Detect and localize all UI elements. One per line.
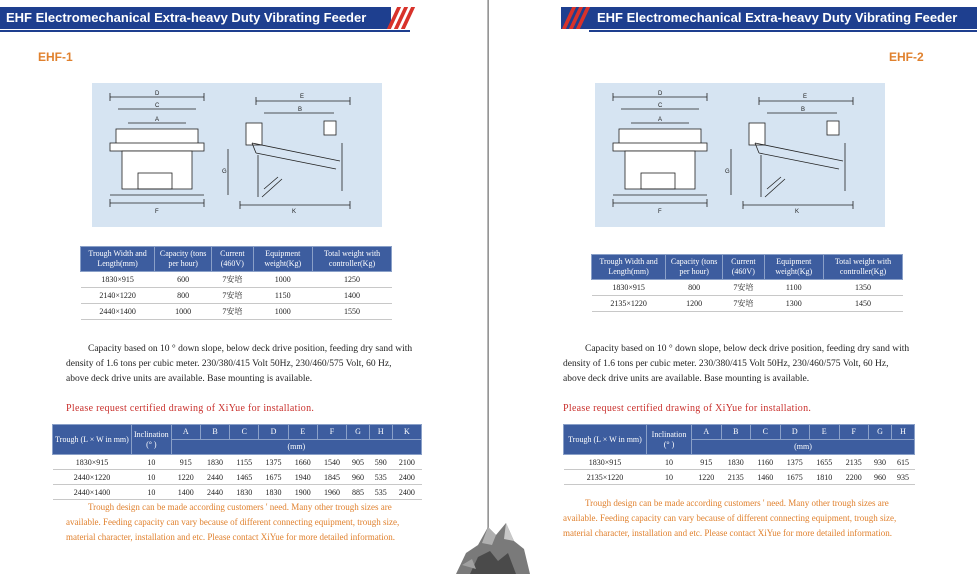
table-row: 2135×1220 10 1220 2135 1460 1675 1810 2200 960 935	[564, 470, 915, 485]
dim-label-d: D	[658, 91, 663, 97]
feeder-schematic	[92, 83, 382, 227]
header-stripes-icon	[388, 7, 414, 29]
dim-label-e: E	[300, 94, 305, 100]
spec-table-right	[591, 254, 903, 312]
table-row: 2440×1400 10 1400 2440 1830 1830 1900 1960 885 535 2400	[53, 485, 422, 500]
table-row: 2440×1400 1000 7安培 1000 1550	[81, 304, 392, 320]
dim-label-c: C	[658, 103, 663, 109]
spec-table-left	[80, 246, 392, 320]
request-line-left: Please request certified drawing of XiYue for installation.	[66, 403, 315, 414]
note-paragraph-left: Trough design can be made according customers ' need. Many other trough sizes are available. Feeding capacity can vary because of different connecting equipment, trough size, material character, installation and etc. Please contact XiYue for more detailed information.	[66, 502, 400, 542]
rock-pile-icon	[452, 505, 532, 574]
dim-label-a: A	[658, 117, 663, 123]
header-stripes-icon	[563, 7, 589, 29]
col-total-weight: Total weight with controller(Kg)	[824, 255, 903, 280]
feeder-schematic	[595, 83, 885, 227]
col-total-weight: Total weight with controller(Kg)	[313, 247, 392, 272]
dim-label-g: G	[222, 169, 227, 175]
dim-label-f: F	[658, 209, 662, 215]
dim-label-g: G	[725, 169, 730, 175]
table-row: 1830×915 600 7安培 1000 1250	[81, 272, 392, 288]
right-page	[489, 0, 977, 574]
table-row: 1830×915 10 915 1830 1155 1375 1660 1540 905 590 2100	[53, 455, 422, 470]
capacity-paragraph-left: Capacity based on 10 ° down slope, below deck drive position, feeding dry sand with density of 1.6 tons per cubic meter. 230/380/415 Volt 50Hz, 230/460/575 Volt, 60 Hz, above deck drive units are available. Base mounting is available.	[66, 344, 413, 384]
dim-label-k: K	[795, 209, 800, 215]
left-page	[0, 0, 488, 574]
dimension-table-right: Trough (L × W in mm) Inclination (° ) A B C D E F G H (mm) 1830×915 10 915 1830 1160 1375 1655 2135 930 615 2135×1220 10 1220 2135 1460 1675 1810 2200 960 935	[563, 424, 915, 485]
col-equip-weight: Equipment weight(Kg)	[253, 247, 313, 272]
dim-label-e: E	[803, 94, 808, 100]
header-underline	[589, 30, 977, 32]
table-row: 2135×1220 1200 7安培 1300 1450	[592, 296, 903, 312]
col-current: Current (460V)	[723, 255, 764, 280]
dim-label-b: B	[298, 107, 303, 113]
dim-label-b: B	[801, 107, 806, 113]
dim-label-f: F	[155, 209, 159, 215]
table-row: 2440×1220 10 1220 2440 1465 1675 1940 1845 960 535 2400	[53, 470, 422, 485]
capacity-paragraph-right: Capacity based on 10 ° down slope, below deck drive position, feeding dry sand with density of 1.6 tons per cubic meter. 230/380/415 Volt 50Hz, 230/460/575 Volt, 60 Hz, above deck drive units are available. Base mounting is available.	[563, 344, 910, 384]
table-row: 1830×915 800 7安培 1100 1350	[592, 280, 903, 296]
dim-label-c: C	[155, 103, 160, 109]
model-title-right: EHF-2	[889, 50, 924, 64]
table-row: 2140×1220 800 7安培 1150 1400	[81, 288, 392, 304]
technical-drawing-left	[92, 83, 382, 227]
page-header-left: EHF Electromechanical Extra-heavy Duty Vibrating Feeder	[0, 7, 391, 29]
col-equip-weight: Equipment weight(Kg)	[764, 255, 824, 280]
col-capacity: Capacity (tons per hour)	[666, 255, 723, 280]
col-trough: Trough Width and Length(mm)	[592, 255, 666, 280]
page-header-right: EHF Electromechanical Extra-heavy Duty Vibrating Feeder	[561, 7, 977, 29]
dim-label-d: D	[155, 91, 160, 97]
col-current: Current (460V)	[212, 247, 253, 272]
header-underline	[0, 30, 410, 32]
technical-drawing-right	[595, 83, 885, 227]
col-trough: Trough Width and Length(mm)	[81, 247, 155, 272]
model-title-left: EHF-1	[38, 50, 73, 64]
dimension-table-left: Trough (L × W in mm) Inclination (° ) A B C D E F G H K (mm) 1830×915 10 915 1830 1155 1375 1660 1540 905 590 2100 2440×1220 10 1220 2440 1465 1675 1940 1845 960 535 2400 2440×1400 10 1400 2440 1830 1830 1900 1960 885 535 2400	[52, 424, 422, 500]
dim-label-k: K	[292, 209, 297, 215]
request-line-right: Please request certified drawing of XiYue for installation.	[563, 403, 812, 414]
table-row: 1830×915 10 915 1830 1160 1375 1655 2135 930 615	[564, 455, 915, 470]
col-capacity: Capacity (tons per hour)	[155, 247, 212, 272]
dim-label-a: A	[155, 117, 160, 123]
note-paragraph-right: Trough design can be made according customers ' need. Many other trough sizes are available. Feeding capacity can vary because of different connecting equipment, trough size, material character, installation and etc. Please contact XiYue for more detailed information.	[563, 498, 897, 538]
